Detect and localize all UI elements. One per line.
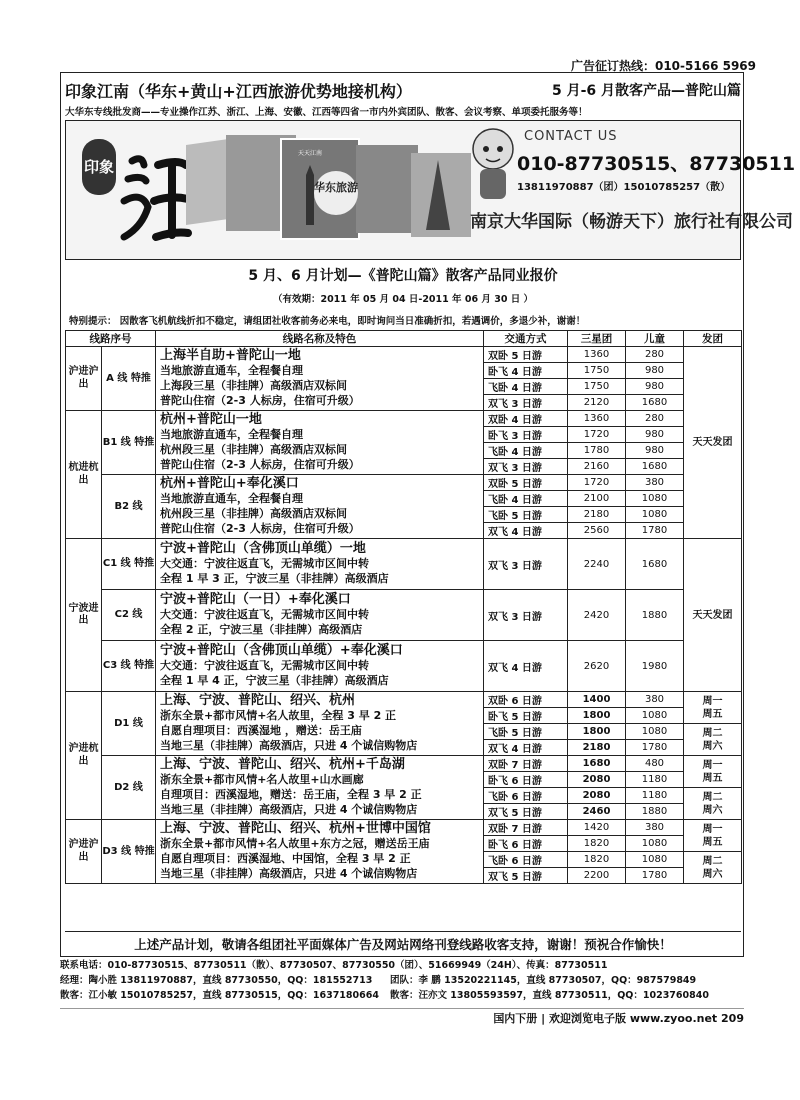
price-cell: 1800 bbox=[568, 724, 626, 740]
transport-cell: 双卧 4 日游 bbox=[484, 411, 568, 427]
price-cell: 1820 bbox=[568, 852, 626, 868]
transport-cell: 双卧 7 日游 bbox=[484, 756, 568, 772]
price-cell: 1720 bbox=[568, 475, 626, 491]
route-detail: 自愿自理项目：西溪湿地 ，赠送：岳王庙 bbox=[160, 723, 362, 737]
transport-cell: 飞卧 4 日游 bbox=[484, 491, 568, 507]
route-cell bbox=[156, 756, 484, 820]
logo-seal: 印象 bbox=[82, 139, 116, 195]
price-cell: 2120 bbox=[568, 395, 626, 411]
transport-cell: 卧飞 3 日游 bbox=[484, 427, 568, 443]
child-price-cell: 1880 bbox=[626, 590, 684, 641]
title-row bbox=[65, 77, 741, 103]
route-cell bbox=[156, 820, 484, 884]
route-detail: 杭州段三星（非挂牌）高级酒店双标间 bbox=[160, 506, 347, 520]
line-code: C3 线 特推 bbox=[102, 641, 156, 692]
validity-period: （有效期：2011 年 05 月 04 日-2011 年 06 月 30 日 ） bbox=[272, 294, 534, 305]
departure-days bbox=[684, 852, 742, 884]
line-code: C2 线 bbox=[102, 590, 156, 641]
plan-title: 5 月、6 月计划—《普陀山篇》散客产品同业报价 bbox=[248, 268, 558, 284]
price-cell: 1820 bbox=[568, 836, 626, 852]
line-code: B2 线 bbox=[102, 475, 156, 539]
departure-days bbox=[684, 724, 742, 756]
child-price-cell: 1680 bbox=[626, 395, 684, 411]
transport-cell: 飞卧 5 日游 bbox=[484, 724, 568, 740]
transport-cell: 飞卧 4 日游 bbox=[484, 443, 568, 459]
departure-daily: 天天发团 bbox=[684, 539, 742, 692]
route-detail: 浙东全景+都市风情+名人故里+山水画廊 bbox=[160, 773, 364, 787]
banner-mobiles: 13811970887（团）15010785257（散） bbox=[517, 182, 731, 193]
departure-day: 周二 bbox=[702, 791, 723, 803]
table-row bbox=[66, 475, 742, 491]
price-cell: 1750 bbox=[568, 379, 626, 395]
child-price-cell: 1080 bbox=[626, 491, 684, 507]
route-name: 上海、宁波、普陀山、绍兴、杭州+世博中国馆 bbox=[160, 821, 431, 837]
route-cell bbox=[156, 641, 484, 692]
ad-hotline: 广告征订热线：010-5166 5969 bbox=[570, 59, 756, 73]
line-code: B1 线 特推 bbox=[102, 411, 156, 475]
child-price-cell: 1680 bbox=[626, 539, 684, 590]
child-price-cell: 280 bbox=[626, 347, 684, 363]
route-detail: 全程 1 早 4 正，宁波三星（非挂牌）高级酒店 bbox=[160, 673, 389, 687]
calligraphy-logo bbox=[102, 141, 198, 251]
transport-cell: 卧飞 6 日游 bbox=[484, 772, 568, 788]
contact-phones: 联系电话：010-87730515、87730511（散）、87730507、87730550（团）、51669949（24H）、传真：87730511 bbox=[60, 960, 608, 971]
price-cell: 1680 bbox=[568, 756, 626, 772]
departure-day: 周六 bbox=[702, 868, 723, 880]
price-cell: 2080 bbox=[568, 772, 626, 788]
contact-individual-1: 散客：江小敏 15010785257，直线 87730515，QQ：1637180664 bbox=[60, 990, 379, 1001]
price-cell: 2420 bbox=[568, 590, 626, 641]
child-price-cell: 1980 bbox=[626, 641, 684, 692]
transport-cell: 卧飞 6 日游 bbox=[484, 836, 568, 852]
price-cell: 2180 bbox=[568, 740, 626, 756]
contact-row bbox=[60, 973, 744, 988]
child-price-cell: 980 bbox=[626, 443, 684, 459]
departure-days bbox=[684, 692, 742, 724]
route-detail: 浙东全景+都市风情+名人故里，全程 3 早 2 正 bbox=[160, 709, 397, 723]
line-code: A 线 特推 bbox=[102, 347, 156, 411]
table-row bbox=[66, 692, 742, 708]
product-title: 5 月-6 月散客产品—普陀山篇 bbox=[551, 83, 741, 99]
departure-days bbox=[684, 756, 742, 788]
table-row bbox=[66, 347, 742, 363]
table-row bbox=[66, 820, 742, 836]
agency-title: 印象江南（华东+黄山+江西旅游优势地接机构） bbox=[65, 81, 412, 101]
departure-day: 周六 bbox=[702, 804, 723, 816]
col-line-no: 线路序号 bbox=[66, 331, 156, 347]
price-cell: 1720 bbox=[568, 427, 626, 443]
route-cell bbox=[156, 539, 484, 590]
departure-day: 周一 bbox=[702, 759, 723, 771]
transport-cell: 双飞 4 日游 bbox=[484, 740, 568, 756]
region-cell: 杭进杭出 bbox=[66, 411, 102, 539]
child-price-cell: 1080 bbox=[626, 724, 684, 740]
child-price-cell: 980 bbox=[626, 427, 684, 443]
route-cell bbox=[156, 590, 484, 641]
route-rows bbox=[66, 347, 742, 884]
region-cell: 沪进杭出 bbox=[66, 692, 102, 820]
transport-cell: 双卧 5 日游 bbox=[484, 347, 568, 363]
region-cell: 宁波进出 bbox=[66, 539, 102, 692]
agency-subtitle: 大华东专线批发商——专业操作江苏、浙江、上海、安徽、江西等四省一市内外宾团队、散客、会议考察、单项委托服务等！ bbox=[65, 107, 588, 118]
table-row bbox=[66, 641, 742, 658]
transport-cell: 双飞 3 日游 bbox=[484, 395, 568, 411]
transport-cell: 卧飞 5 日游 bbox=[484, 708, 568, 724]
departure-day: 周五 bbox=[702, 708, 723, 720]
line-code: D2 线 bbox=[102, 756, 156, 820]
price-cell: 2240 bbox=[568, 539, 626, 590]
route-name: 宁波+普陀山（含佛顶山单缆）+奉化溪口 bbox=[160, 643, 403, 659]
price-cell: 1800 bbox=[568, 708, 626, 724]
contact-individual-2: 散客：汪亦文 13805593597，直线 87730511，QQ：1023760840 bbox=[390, 990, 709, 1001]
route-detail: 大交通：宁波往返直飞，无需城市区间中转 bbox=[160, 658, 369, 672]
footer-rule bbox=[60, 1008, 744, 1009]
table-row bbox=[66, 411, 742, 427]
child-price-cell: 980 bbox=[626, 363, 684, 379]
route-detail: 全程 1 早 3 正，宁波三星（非挂牌）高级酒店 bbox=[160, 571, 389, 585]
transport-cell: 飞卧 6 日游 bbox=[484, 852, 568, 868]
child-price-cell: 1780 bbox=[626, 868, 684, 884]
child-price-cell: 1080 bbox=[626, 852, 684, 868]
table-row bbox=[66, 590, 742, 607]
transport-cell: 双卧 6 日游 bbox=[484, 692, 568, 708]
child-price-cell: 1780 bbox=[626, 523, 684, 539]
child-price-cell: 1080 bbox=[626, 708, 684, 724]
transport-cell: 卧飞 4 日游 bbox=[484, 363, 568, 379]
price-cell: 2460 bbox=[568, 804, 626, 820]
price-cell: 2180 bbox=[568, 507, 626, 523]
transport-cell: 双飞 5 日游 bbox=[484, 804, 568, 820]
price-cell: 2100 bbox=[568, 491, 626, 507]
price-cell: 2160 bbox=[568, 459, 626, 475]
departure-days bbox=[684, 788, 742, 820]
table-row bbox=[66, 756, 742, 772]
route-detail: 当地三星（非挂牌）高级酒店，只进 4 个诚信购物店 bbox=[160, 802, 418, 816]
route-detail: 当地旅游直通车，全程餐自理 bbox=[160, 364, 303, 378]
scenery-photos bbox=[186, 135, 486, 245]
cartoon-mascot bbox=[466, 125, 520, 205]
transport-cell: 双卧 5 日游 bbox=[484, 475, 568, 491]
child-price-cell: 1680 bbox=[626, 459, 684, 475]
special-notice: 特别提示： 因散客飞机航线折扣不稳定，请组团社收客前务必来电，即时询问当日准确折扣，若遇调价，多退少补，谢谢！ bbox=[69, 316, 586, 327]
banner bbox=[65, 120, 796, 260]
route-detail: 浙东全景+都市风情+名人故里+东方之冠，赠送岳王庙 bbox=[160, 837, 430, 851]
line-code: D1 线 bbox=[102, 692, 156, 756]
route-detail: 当地三星（非挂牌）高级酒店，只进 4 个诚信购物店 bbox=[160, 866, 418, 880]
transport-cell: 双飞 3 日游 bbox=[484, 590, 568, 641]
child-price-cell: 380 bbox=[626, 475, 684, 491]
child-price-cell: 980 bbox=[626, 379, 684, 395]
flyer-frame bbox=[60, 72, 796, 957]
price-cell: 2620 bbox=[568, 641, 626, 692]
contact-row bbox=[60, 988, 744, 1003]
route-detail: 普陀山住宿（2-3 人标房，住宿可升级） bbox=[160, 457, 360, 471]
col-route: 线路名称及特色 bbox=[156, 331, 484, 347]
contact-block bbox=[60, 958, 744, 1003]
price-cell: 1360 bbox=[568, 347, 626, 363]
transport-cell: 双飞 3 日游 bbox=[484, 539, 568, 590]
price-cell: 1420 bbox=[568, 820, 626, 836]
route-name: 杭州+普陀山+奉化溪口 bbox=[160, 476, 299, 492]
line-code: D3 线 特推 bbox=[102, 820, 156, 884]
departure-day: 周一 bbox=[702, 695, 723, 707]
transport-cell: 双飞 4 日游 bbox=[484, 641, 568, 692]
transport-cell: 双飞 3 日游 bbox=[484, 459, 568, 475]
box-title: 华东旅游 bbox=[314, 181, 358, 194]
route-detail: 自愿自理项目：西溪湿地、中国馆，全程 3 早 2 正 bbox=[160, 851, 411, 865]
transport-cell: 飞卧 4 日游 bbox=[484, 379, 568, 395]
route-cell bbox=[156, 475, 484, 539]
route-cell bbox=[156, 411, 484, 475]
child-price-cell: 1180 bbox=[626, 772, 684, 788]
child-price-cell: 1180 bbox=[626, 788, 684, 804]
child-price-cell: 1080 bbox=[626, 836, 684, 852]
route-detail: 普陀山住宿（2-3 人标房，住宿可升级） bbox=[160, 393, 360, 407]
price-cell: 1750 bbox=[568, 363, 626, 379]
route-name: 杭州+普陀山一地 bbox=[160, 412, 262, 428]
route-table bbox=[65, 330, 742, 884]
departure-day: 周六 bbox=[702, 740, 723, 752]
route-detail: 当地旅游直通车，全程餐自理 bbox=[160, 428, 303, 442]
departure-day: 周一 bbox=[702, 823, 723, 835]
region-cell: 沪进沪出 bbox=[66, 347, 102, 411]
col-departure: 发团 bbox=[684, 331, 742, 347]
departure-day: 周五 bbox=[702, 772, 723, 784]
route-detail: 普陀山住宿（2-3 人标房，住宿可升级） bbox=[160, 521, 360, 535]
departure-daily: 天天发团 bbox=[684, 347, 742, 539]
transport-cell: 飞卧 6 日游 bbox=[484, 788, 568, 804]
price-cell: 2560 bbox=[568, 523, 626, 539]
line-code: C1 线 特推 bbox=[102, 539, 156, 590]
contact-us-label: CONTACT US bbox=[524, 129, 618, 144]
route-cell bbox=[156, 692, 484, 756]
route-name: 上海半自助+普陀山一地 bbox=[160, 348, 301, 364]
company-name: 南京大华国际（畅游天下）旅行社有限公司 bbox=[470, 212, 793, 232]
route-detail: 全程 2 正，宁波三星（非挂牌）高级酒店 bbox=[160, 622, 363, 636]
departure-day: 周二 bbox=[702, 855, 723, 867]
child-price-cell: 480 bbox=[626, 756, 684, 772]
child-price-cell: 1080 bbox=[626, 507, 684, 523]
route-name: 宁波+普陀山（含佛顶山单缆）一地 bbox=[160, 541, 366, 557]
table-row bbox=[66, 539, 742, 556]
price-cell: 2080 bbox=[568, 788, 626, 804]
departure-days bbox=[684, 820, 742, 852]
region-cell: 沪进沪出 bbox=[66, 820, 102, 884]
route-name: 宁波+普陀山（一日）+奉化溪口 bbox=[160, 592, 351, 608]
child-price-cell: 380 bbox=[626, 692, 684, 708]
transport-cell: 双飞 4 日游 bbox=[484, 523, 568, 539]
departure-day: 周二 bbox=[702, 727, 723, 739]
transport-cell: 双卧 7 日游 bbox=[484, 820, 568, 836]
page-footer: 国内下册 | 欢迎浏览电子版 www.zyoo.net 209 bbox=[493, 1012, 744, 1025]
price-cell: 2200 bbox=[568, 868, 626, 884]
route-name: 上海、宁波、普陀山、绍兴、杭州+千岛湖 bbox=[160, 757, 405, 773]
child-price-cell: 280 bbox=[626, 411, 684, 427]
route-detail: 上海段三星（非挂牌）高级酒店双标间 bbox=[160, 378, 347, 392]
child-price-cell: 1780 bbox=[626, 740, 684, 756]
price-cell: 1360 bbox=[568, 411, 626, 427]
route-cell bbox=[156, 347, 484, 411]
contact-manager: 经理：陶小胜 13811970887，直线 87730550，QQ：181552713 bbox=[60, 975, 373, 986]
route-detail: 大交通：宁波往返直飞，无需城市区间中转 bbox=[160, 556, 369, 570]
price-cell: 1400 bbox=[568, 692, 626, 708]
route-detail: 杭州段三星（非挂牌）高级酒店双标间 bbox=[160, 442, 347, 456]
col-transport: 交通方式 bbox=[484, 331, 568, 347]
contact-team: 团队：李 鹏 13520221145，直线 87730507，QQ：987579849 bbox=[390, 975, 697, 986]
box-small: 天天江南 bbox=[298, 150, 323, 157]
route-detail: 当地三星（非挂牌）高级酒店，只进 4 个诚信购物店 bbox=[160, 738, 418, 752]
price-cell: 1780 bbox=[568, 443, 626, 459]
route-detail: 当地旅游直通车，全程餐自理 bbox=[160, 492, 303, 506]
call-to-action: 上述产品计划，敬请各组团社平面媒体广告及网站网络刊登线路收客支持，谢谢！预祝合作愉快！ bbox=[65, 931, 741, 953]
banner-phones: 010-87730515、87730511 bbox=[517, 153, 796, 175]
departure-day: 周五 bbox=[702, 836, 723, 848]
transport-cell: 飞卧 5 日游 bbox=[484, 507, 568, 523]
child-price-cell: 1880 bbox=[626, 804, 684, 820]
route-name: 上海、宁波、普陀山、绍兴、杭州 bbox=[160, 693, 356, 709]
transport-cell: 双飞 5 日游 bbox=[484, 868, 568, 884]
col-three-star: 三星团 bbox=[568, 331, 626, 347]
route-detail: 自理项目：西溪湿地，赠送：岳王庙，全程 3 早 2 正 bbox=[160, 787, 422, 801]
child-price-cell: 380 bbox=[626, 820, 684, 836]
route-detail: 大交通：宁波往返直飞，无需城市区间中转 bbox=[160, 607, 369, 621]
col-child: 儿童 bbox=[626, 331, 684, 347]
